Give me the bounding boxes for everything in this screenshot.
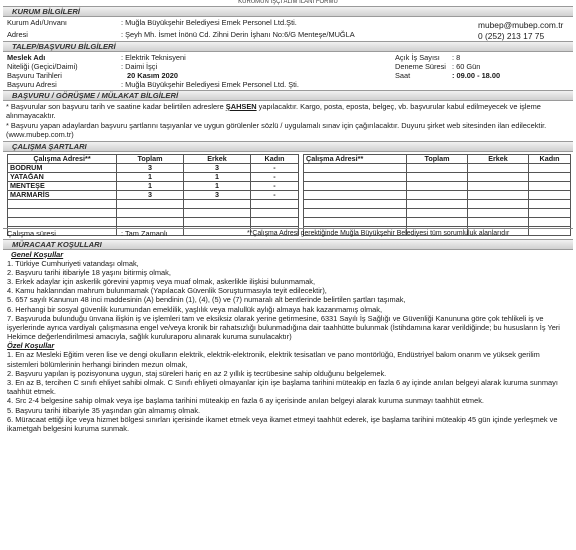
table-row [304,190,571,199]
column-header: Çalışma Adresi** [8,154,117,163]
table-cell: 3 [184,190,251,199]
table-cell: - [251,181,299,190]
table-row [8,217,299,226]
section-gorusme-bilgileri: BAŞVURU / GÖRÜŞME / MÜLAKAT BİLGİLERİ [3,90,573,101]
table-row [304,199,571,208]
talep-right-value: : 09.00 - 18.00 [452,71,501,80]
job-posting-form [3,0,573,433]
talep-row [3,53,573,62]
list-item: 6. Herhangi bir sosyal güvenlik kurumundan emeklilik, yaşlılık veya malullük aylığı almaya hak kazanmamış olmak, [7,304,383,314]
work-locations-table [7,154,299,236]
column-header: Kadın [251,154,299,163]
table-row [8,172,299,181]
table-row [304,172,571,181]
talep-label: Niteliği (Geçici/Daimi) [7,62,78,71]
table-row [8,199,299,208]
column-header: Erkek [184,154,251,163]
section-muracaat-kosullari: MÜRACAAT KOŞULLARI [3,239,573,250]
calisma-sure-value: : Tam Zamanlı [121,228,168,238]
table-cell: 1 [117,172,184,181]
talep-right-label: Deneme Süresi [395,62,446,71]
kurum-info [3,17,573,41]
ozel-kosullar-list [3,350,573,433]
genel-kosullar-list [3,259,573,342]
list-item: 5. 657 sayılı Kanunun 48 inci maddesinin (A) bendinin (1), (4), (5) ve (7) numaralı alt bentlerinde belirtilen şartları taşımak, [7,295,406,305]
kurum-email[interactable]: mubep@mubep.com.tr [478,20,564,30]
list-item: 7. Başvuruda bulunduğu ünvana ilişkin iş ve işlemleri tam ve eksiksiz olarak yerine getirmesine, 6331 Sayılı İş Sağlığı ve Güvenliği Kanununa göre çok tehlikeli iş ve işyerlerinde ayrıca vardiyalı çalışmasına engel ve/veya kronik bir rahatsızlığı bulunmadığına dair taahhütte bulunmak (İstihdamına karar verildiğinde; bu hususların İş Yeri Hekimce değerlendirilmesi amacıyla, sağlık kuruluraporu alınarak kuruma sunulacaktır) [7,313,560,342]
column-header: Erkek [468,154,529,163]
table-cell: - [251,190,299,199]
calisma-tables [3,152,573,228]
table-cell: YATAĞAN [8,172,117,181]
column-header: Toplam [117,154,184,163]
table-cell: 3 [117,190,184,199]
list-item: 2. Başvuru yapılan iş pozisyonuna uygun, staj süreleri hariç en az 2 yıllık iş tecrübesine sahip olduğunu belgelemek. [7,368,387,378]
list-item: 3. Erkek adaylar için askerlik görevini yapmış veya muaf olmak, askerlikle ilişkisi bulunmamak, [7,277,316,287]
table-row [304,163,571,172]
list-item: 3. En az B, tercihen C sınıfı ehliyet sahibi olmak. C Sınıfı ehliyeti olmayanlar için işe başlama tarihini müteakip en fazla 6 ay içinde anılan belgeyi alarak kuruma sunmayı taahhüt etmek. [7,378,558,397]
table-row [304,217,571,226]
talep-row [3,71,573,80]
work-locations-table-2 [303,154,571,236]
kurum-name-value: : Muğla Büyükşehir Belediyesi Emek Personel Ltd.Şti. [121,18,297,27]
talep-right-value: : 8 [452,53,461,62]
gorusme-text [3,101,573,141]
list-item: 5. Başvuru tarihi itibariyle 35 yaşından gün almamış olmak. [7,405,201,415]
column-header: Kadın [529,154,571,163]
talep-right-label: Açık İş Sayısı [395,53,440,62]
list-item: 6. Müracaat ettiği ilçe veya hizmet bölgesi sınırları içerisinde ikamet etmek veya ikamet etmeyi taahhüt ederek, işe başlama tarihini müteakip 45 gün içinde yerleşmek ve ikametgah belgesini kuruma sunmak. [7,414,558,434]
gorusme-p1-part: * Başvurular son başvuru tarih ve saatine kadar belirtilen adreslere [6,102,226,111]
column-header: Çalışma Adresi** [304,154,407,163]
talep-right-value: : 60 Gün [452,62,481,71]
table-row [304,181,571,190]
gorusme-p1-part: yapılacaktır. Kargo, posta, eposta, belgeç, vb. başvurular kabul edilmeyecek ve işleme alınmayacaktır. [6,102,541,121]
list-item: 1. En az Mesleki Eğitim veren lise ve dengi okulların elektrik, elektrik-elektronik, elektrik tesisatları ve pano montörlüğü, Endüstriyel bakım onarım ve yüksek gerilim sistemleri bölümlerinin herhangi birinden mezun olmak, [7,350,540,369]
genel-kosullar-title: Genel Koşullar [11,249,64,259]
table-cell: 1 [184,172,251,181]
table-row [8,181,299,190]
kurum-address-value: : Şeyh Mh. İsmet İnönü Cd. Zihni Derin İşhanı No:6/G Menteşe/MUĞLA [121,30,355,39]
table-cell: - [251,163,299,172]
table-cell: - [251,172,299,181]
table-cell: 3 [184,163,251,172]
gorusme-paragraph-1 [6,102,569,121]
talep-value: : Elektrik Teknisyeni [121,53,186,62]
table-row [8,163,299,172]
talep-value: 20 Kasım 2020 [127,71,178,80]
kurum-phone: 0 (252) 213 17 75 [478,31,545,41]
talep-info [3,52,573,90]
list-item: 2. Başvuru tarihi itibariyle 18 yaşını bitirmiş olmak, [7,267,171,277]
table-cell: MENTEŞE [8,181,117,190]
section-calisma-sartlari: ÇALIŞMA ŞARTLARI [3,141,573,152]
list-item: 4. Src 2-4 belgesine sahip olmak veya işe başlama tarihini müteakip en fazla 6 ay içerisinde anılan belgeyi alarak kuruma sunmayı taahhüt etmek. [7,396,484,406]
section-kurum-bilgileri: KURUM BİLGİLERİ [3,6,573,17]
kurum-address-label: Adresi [7,30,28,39]
column-header: Toplam [407,154,468,163]
table-header-row [304,154,571,163]
talep-row [3,80,573,89]
section-talep-bilgileri: TALEP/BAŞVURU BİLGİLERİ [3,41,573,52]
table-row [8,208,299,217]
calisma-sure-label: Çalışma süresi [7,228,56,238]
calisma-sure-row [3,228,573,239]
table-cell: BODRUM [8,163,117,172]
table-cell: 1 [184,181,251,190]
talep-label: Meslek Adı [7,53,46,62]
gorusme-paragraph-2: * Başvuru yapan adaylardan başvuru şartlarını taşıyanlar ve uygun görülenler sözlü / uygulamalı sınav için çağırılacaktır. Duyuru şirket web sitesinden ilan edilecektir. (www.mubep.com.tr) [6,120,547,140]
table-cell: 3 [117,163,184,172]
ozel-kosullar-title: Özel Koşullar [7,341,55,351]
talep-label: Başvuru Adresi [7,80,57,89]
table-cell: MARMARİS [8,190,117,199]
calisma-adresi-note: **Çalışma Adresi gerektiğinde Muğla Büyükşehir Belediyesi tüm sorumluluk alanlarıdır [247,229,510,237]
table-row [8,190,299,199]
list-item: 1. Türkiye Cumhuriyeti vatandaşı olmak, [7,258,139,268]
form-title: KURUMUN İŞÇİ ALIM İLANI FORMU [238,0,338,5]
kurum-name-label: Kurum Adı/Unvanı [7,18,67,27]
table-header-row [8,154,299,163]
gorusme-p1-emphasis: ŞAHSEN [225,102,257,111]
table-cell: 1 [117,181,184,190]
list-item: 4. Kamu haklarından mahrum bulunmamak (Yapılacak Güvenlik Soruşturmasıyla teyit edilecektir), [7,286,327,296]
talep-right-label: Saat [395,71,411,80]
talep-value: : Daimi İşçi [121,62,158,71]
talep-row [3,62,573,71]
talep-label: Başvuru Tarihleri [7,71,62,80]
talep-value: : Muğla Büyükşehir Belediyesi Emek Personel Ltd. Şti. [121,80,299,89]
table-row [304,208,571,217]
